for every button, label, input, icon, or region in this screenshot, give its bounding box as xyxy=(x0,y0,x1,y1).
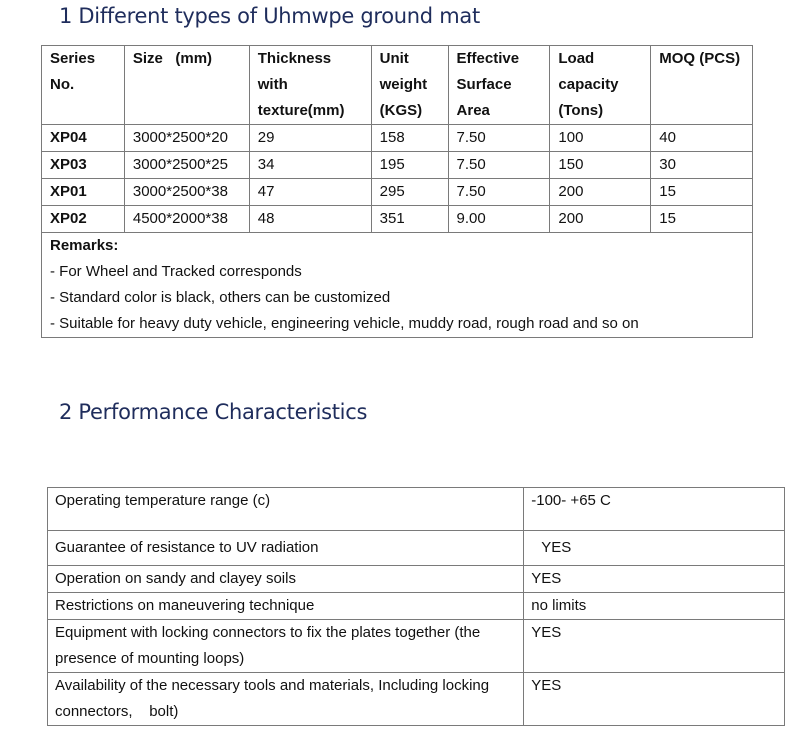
perf-label: Restrictions on maneuvering technique xyxy=(48,593,524,620)
perf-value: YES xyxy=(524,673,785,726)
table-row xyxy=(48,488,785,531)
cell-size: 4500*2000*38 xyxy=(124,206,249,233)
header-load-capacity: Load capacity (Tons) xyxy=(550,46,651,125)
perf-value: YES xyxy=(524,531,785,566)
section-2-title: 2 Performance Characteristics xyxy=(59,400,368,424)
remark-line: - Standard color is black, others can be customized xyxy=(50,289,391,306)
perf-label: Guarantee of resistance to UV radiation xyxy=(48,531,524,566)
table-row xyxy=(48,673,785,726)
perf-label: Availability of the necessary tools and materials, Including locking connectors, bolt) xyxy=(48,673,524,726)
header-thickness: Thickness with texture(mm) xyxy=(249,46,371,125)
cell-thickness: 48 xyxy=(249,206,371,233)
cell-unit-weight: 195 xyxy=(371,152,448,179)
table-row xyxy=(48,620,785,673)
perf-label: Operation on sandy and clayey soils xyxy=(48,566,524,593)
table-row xyxy=(48,531,785,566)
perf-value: no limits xyxy=(524,593,785,620)
cell-moq: 40 xyxy=(651,125,753,152)
perf-value: -100- +65 C xyxy=(524,488,785,531)
cell-effective-area: 9.00 xyxy=(448,206,550,233)
remark-line: - Suitable for heavy duty vehicle, engineering vehicle, muddy road, rough road and so on xyxy=(50,315,639,332)
cell-thickness: 29 xyxy=(249,125,371,152)
remark-line: - For Wheel and Tracked corresponds xyxy=(50,263,302,280)
cell-moq: 15 xyxy=(651,179,753,206)
header-moq: MOQ (PCS) xyxy=(651,46,753,125)
perf-value: YES xyxy=(524,566,785,593)
product-types-table xyxy=(41,45,753,338)
cell-load-capacity: 100 xyxy=(550,125,651,152)
cell-load-capacity: 200 xyxy=(550,206,651,233)
section-1-title: 1 Different types of Uhmwpe ground mat xyxy=(59,4,480,28)
perf-label: Equipment with locking connectors to fix the plates together (the presence of mounting loops) xyxy=(48,620,524,673)
cell-effective-area: 7.50 xyxy=(448,179,550,206)
cell-series: XP04 xyxy=(42,125,125,152)
cell-thickness: 47 xyxy=(249,179,371,206)
cell-effective-area: 7.50 xyxy=(448,152,550,179)
header-series: Series No. xyxy=(42,46,125,125)
cell-moq: 30 xyxy=(651,152,753,179)
cell-thickness: 34 xyxy=(249,152,371,179)
table-row xyxy=(42,125,753,152)
table-row xyxy=(42,206,753,233)
header-size: Size (mm) xyxy=(124,46,249,125)
table-row xyxy=(42,179,753,206)
cell-unit-weight: 295 xyxy=(371,179,448,206)
cell-load-capacity: 200 xyxy=(550,179,651,206)
cell-size: 3000*2500*20 xyxy=(124,125,249,152)
cell-load-capacity: 150 xyxy=(550,152,651,179)
cell-series: XP03 xyxy=(42,152,125,179)
perf-value: YES xyxy=(524,620,785,673)
header-unit-weight: Unit weight (KGS) xyxy=(371,46,448,125)
cell-series: XP01 xyxy=(42,179,125,206)
header-effective-area: Effective Surface Area xyxy=(448,46,550,125)
table-row xyxy=(48,593,785,620)
cell-unit-weight: 158 xyxy=(371,125,448,152)
cell-effective-area: 7.50 xyxy=(448,125,550,152)
performance-table xyxy=(47,487,785,726)
remarks-row xyxy=(42,233,753,338)
cell-moq: 15 xyxy=(651,206,753,233)
table-header-row xyxy=(42,46,753,125)
table-row xyxy=(42,152,753,179)
cell-series: XP02 xyxy=(42,206,125,233)
remarks-title: Remarks: xyxy=(50,237,119,254)
cell-unit-weight: 351 xyxy=(371,206,448,233)
perf-label: Operating temperature range (c) xyxy=(48,488,524,531)
remarks-cell xyxy=(42,233,753,338)
cell-size: 3000*2500*25 xyxy=(124,152,249,179)
cell-size: 3000*2500*38 xyxy=(124,179,249,206)
table-row xyxy=(48,566,785,593)
